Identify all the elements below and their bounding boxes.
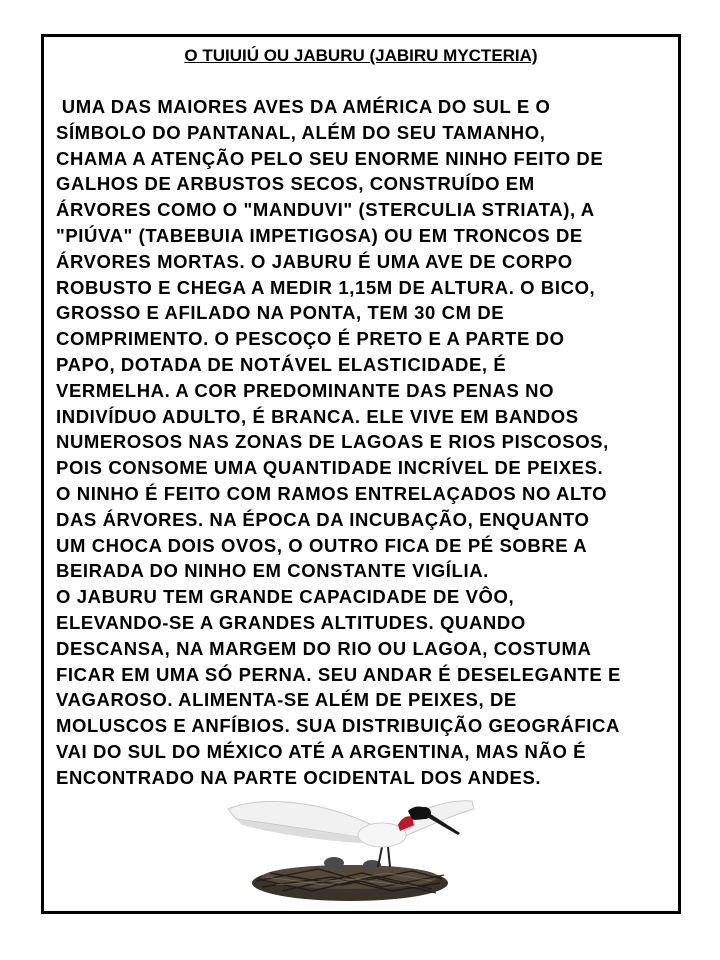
body-line: GROSSO E AFILADO NA PONTA, TEM 30 CM DE [56, 302, 505, 324]
body-line: COMPRIMENTO. O PESCOÇO É PRETO E A PARTE DO [56, 328, 565, 350]
body-line: GALHOS DE ARBUSTOS SECOS, CONSTRUÍDO EM [56, 173, 535, 195]
body-line: CHAMA A ATENÇÃO PELO SEU ENORME NINHO FEITO DE [56, 147, 604, 169]
body-line: "PIÚVA" (TABEBUIA IMPETIGOSA) OU EM TRONCOS DE [56, 224, 583, 246]
body-line: ÁRVORES COMO O "MANDUVI" (STERCULIA STRIATA), A [56, 199, 595, 221]
body-line: PAPO, DOTADA DE NOTÁVEL ELASTICIDADE, É [56, 353, 507, 375]
body-line: INDIVÍDUO ADULTO, É BRANCA. ELE VIVE EM BANDOS [56, 405, 579, 427]
body-line: NUMEROSOS NAS ZONAS DE LAGOAS E RIOS PISCOSOS, [56, 431, 609, 453]
body-line: VAGAROSO. ALIMENTA-SE ALÉM DE PEIXES, DE [56, 689, 517, 711]
body-line: UM CHOCA DOIS OVOS, O OUTRO FICA DE PÉ SOBRE A [56, 534, 588, 556]
page-frame [41, 34, 681, 914]
body-line: MOLUSCOS E ANFÍBIOS. SUA DISTRIBUIÇÃO GEOGRÁFICA [56, 715, 620, 737]
body-line: VAI DO SUL DO MÉXICO ATÉ A ARGENTINA, MAS NÃO É [56, 740, 587, 762]
body-line: DAS ÁRVORES. NA ÉPOCA DA INCUBAÇÃO, ENQUANTO [56, 508, 590, 530]
body-line: POIS CONSOME UMA QUANTIDADE INCRÍVEL DE PEIXES. [56, 457, 604, 479]
body-line: O NINHO É FEITO COM RAMOS ENTRELAÇADOS NO ALTO [56, 482, 608, 504]
document-body [56, 94, 670, 791]
jabiru-on-nest-icon [222, 795, 478, 905]
body-line: ELEVANDO-SE A GRANDES ALTITUDES. QUANDO [56, 611, 526, 633]
body-line: ROBUSTO E CHEGA A MEDIR 1,15M DE ALTURA. O BICO, [56, 276, 596, 298]
body-line: BEIRADA DO NINHO EM CONSTANTE VIGÍLIA. [56, 560, 489, 582]
body-line: ENCONTRADO NA PARTE OCIDENTAL DOS ANDES. [56, 766, 542, 788]
body-line: O JABURU TEM GRANDE CAPACIDADE DE VÔO, [56, 586, 515, 608]
body-line: UMA DAS MAIORES AVES DA AMÉRICA DO SUL E O [56, 96, 551, 117]
body-line: DESCANSA, NA MARGEM DO RIO OU LAGOA, COSTUMA [56, 637, 592, 659]
body-line: SÍMBOLO DO PANTANAL, ALÉM DO SEU TAMANHO, [56, 121, 546, 143]
body-line: VERMELHA. A COR PREDOMINANTE DAS PENAS NO [56, 379, 555, 401]
body-line: FICAR EM UMA SÓ PERNA. SEU ANDAR É DESELEGANTE E [56, 663, 622, 685]
body-line: ÁRVORES MORTAS. O JABURU É UMA AVE DE CORPO [56, 250, 573, 272]
document-title: O TUIUIÚ OU JABURU (JABIRU MYCTERIA) [184, 46, 538, 65]
